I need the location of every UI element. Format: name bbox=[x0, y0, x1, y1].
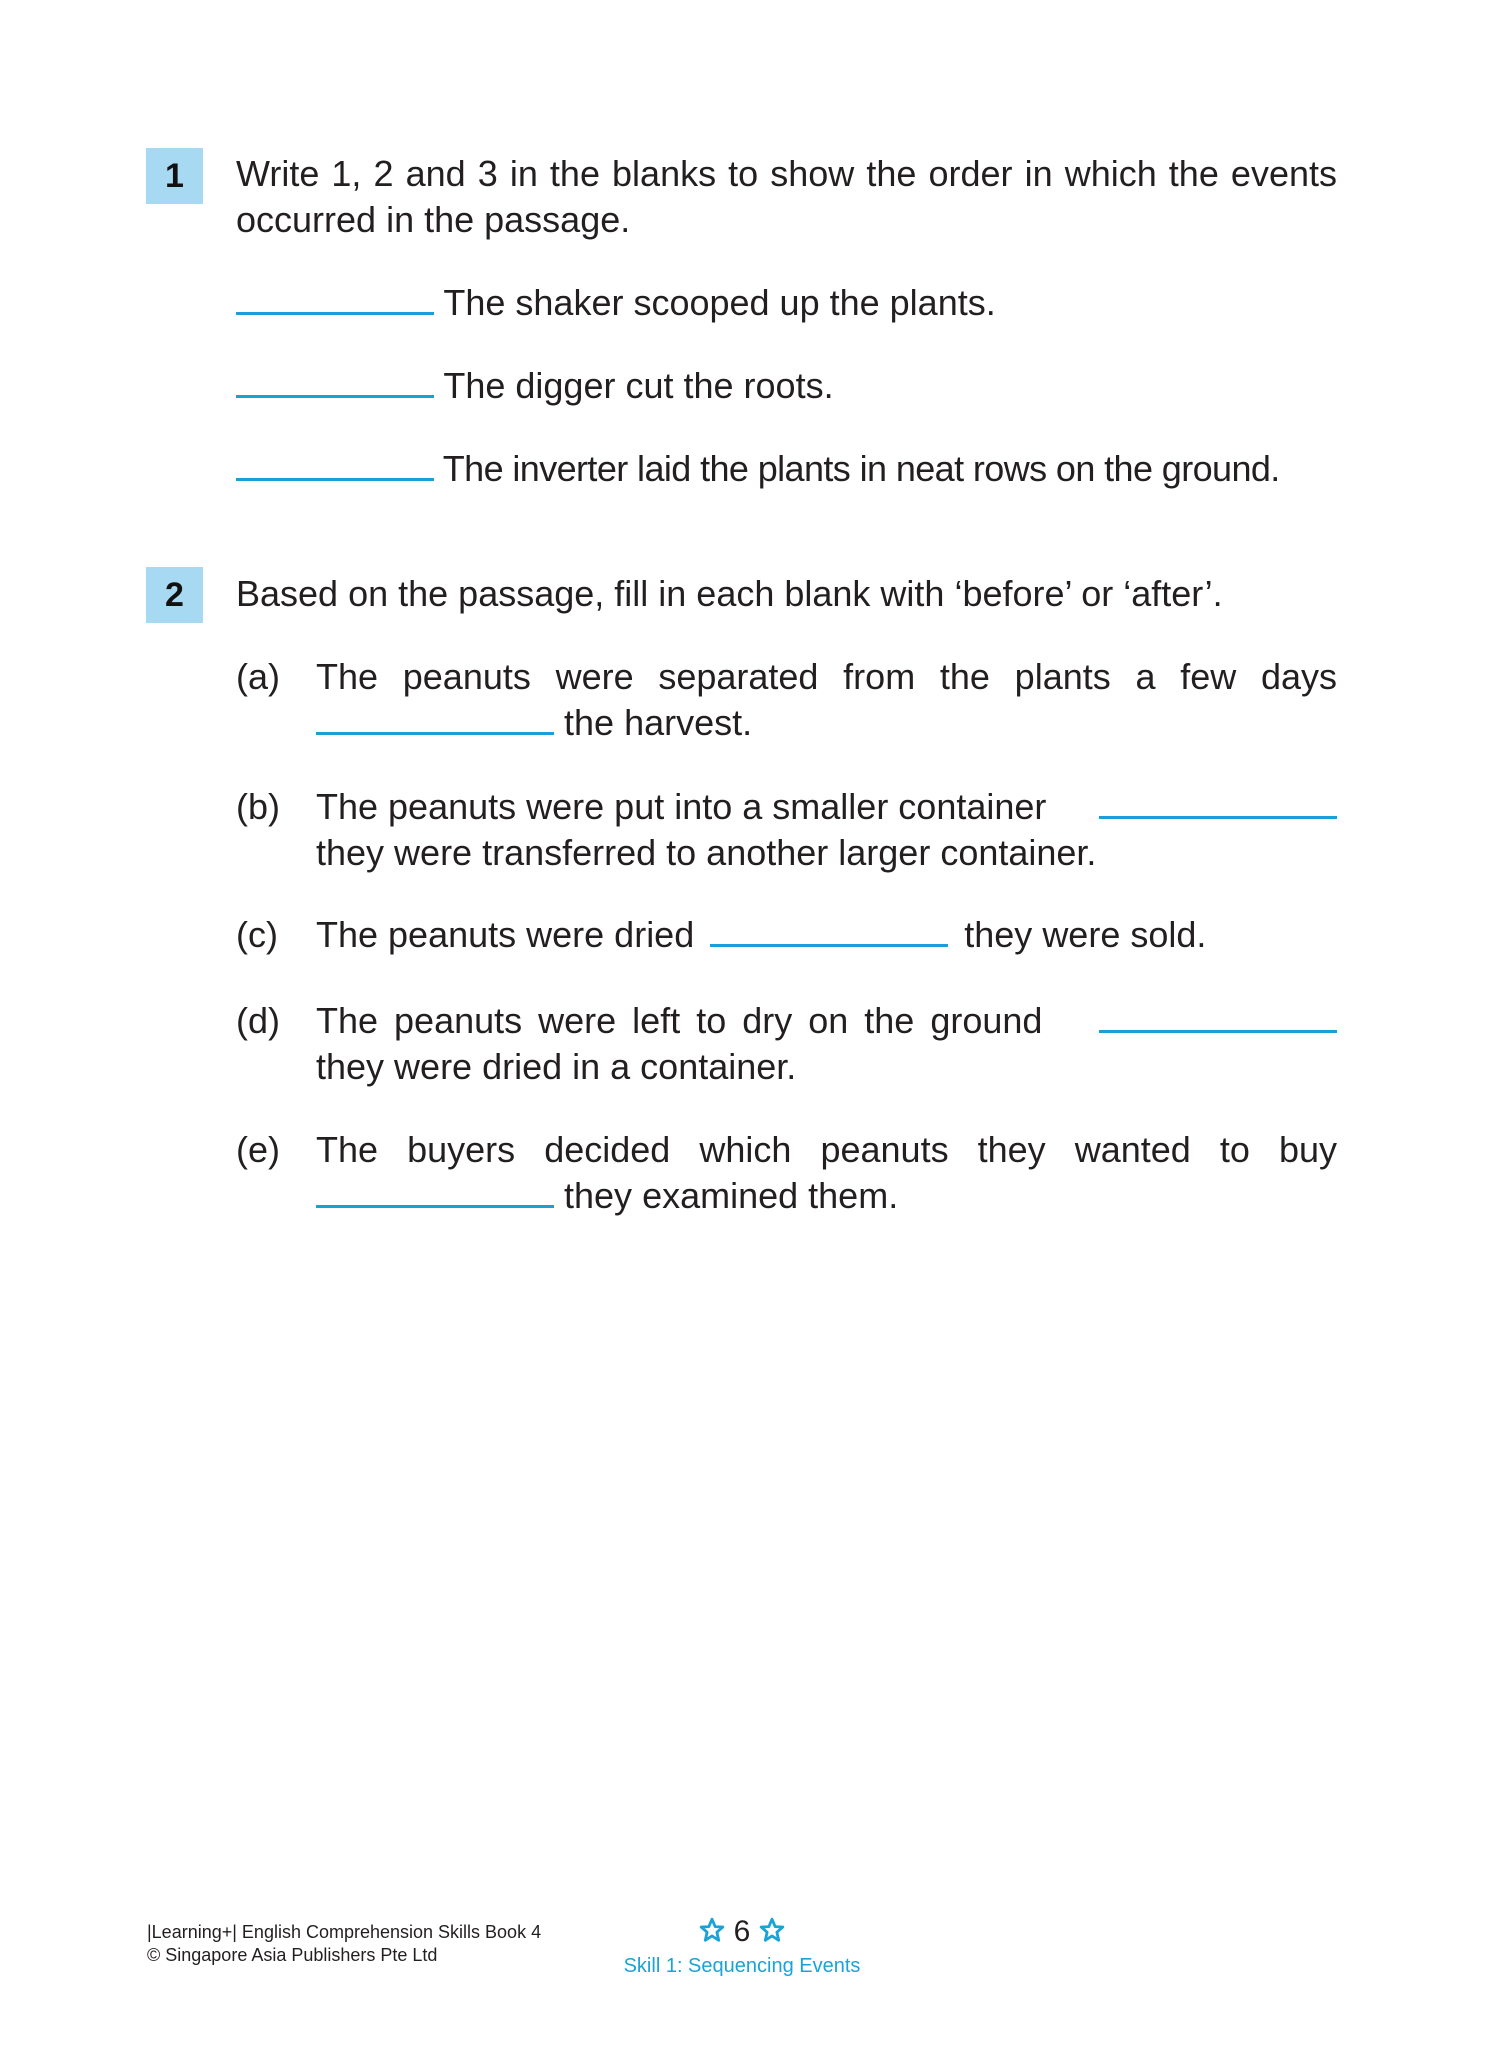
sequence-item bbox=[236, 446, 1280, 492]
fill-item-d bbox=[316, 998, 1337, 1090]
item-text: The digger cut the roots. bbox=[443, 365, 834, 406]
item-text: The peanuts were put into a smaller container bbox=[316, 786, 1047, 827]
item-label: (c) bbox=[236, 914, 278, 955]
answer-blank[interactable] bbox=[316, 1204, 554, 1208]
page-number: 6 bbox=[733, 1915, 751, 1948]
item-text: The peanuts were dried bbox=[316, 914, 695, 955]
question-number-2: 2 bbox=[146, 567, 203, 623]
item-text: The inverter laid the plants in neat rows on the ground. bbox=[442, 448, 1280, 489]
answer-blank[interactable] bbox=[236, 394, 434, 398]
item-text: The shaker scooped up the plants. bbox=[443, 282, 996, 323]
sequence-item bbox=[236, 363, 834, 409]
item-text: The peanuts were separated from the plants a few days bbox=[316, 656, 1337, 697]
question-2-instruction: Based on the passage, fill in each blank with ‘before’ or ‘after’. bbox=[236, 573, 1223, 614]
answer-blank[interactable] bbox=[236, 311, 434, 315]
star-icon bbox=[699, 1917, 725, 1943]
answer-blank[interactable] bbox=[316, 731, 554, 735]
answer-blank[interactable] bbox=[1099, 1029, 1337, 1033]
answer-blank[interactable] bbox=[710, 943, 948, 947]
footer-skill: Skill 1: Sequencing Events bbox=[623, 1955, 861, 1977]
question-1-instruction: Write 1, 2 and 3 in the blanks to show the order in which the events occurred in the passage. bbox=[236, 153, 1337, 240]
footer-copyright: © Singapore Asia Publishers Pte Ltd bbox=[147, 1945, 438, 1965]
answer-blank[interactable] bbox=[236, 477, 434, 481]
page-number-block bbox=[642, 1915, 842, 1949]
item-text: The peanuts were left to dry on the ground bbox=[316, 1000, 1043, 1041]
star-icon bbox=[759, 1917, 785, 1943]
item-label: (b) bbox=[236, 786, 280, 827]
fill-item-c bbox=[316, 912, 1337, 958]
item-text: the harvest. bbox=[564, 702, 753, 743]
fill-item-a bbox=[316, 654, 1337, 746]
footer-book-title: |Learning+| English Comprehension Skills Book 4 bbox=[147, 1922, 542, 1942]
item-label: (d) bbox=[236, 1000, 280, 1041]
question-number-1: 1 bbox=[146, 148, 203, 204]
item-text: they were transferred to another larger container. bbox=[316, 832, 1097, 873]
item-label: (a) bbox=[236, 656, 280, 697]
fill-item-e bbox=[316, 1127, 1337, 1219]
sequence-item bbox=[236, 280, 996, 326]
item-label: (e) bbox=[236, 1129, 280, 1170]
item-text: The buyers decided which peanuts they wanted to buy bbox=[316, 1129, 1337, 1170]
fill-item-b bbox=[316, 784, 1337, 876]
item-text: they were dried in a container. bbox=[316, 1046, 797, 1087]
answer-blank[interactable] bbox=[1099, 815, 1337, 819]
item-text: they were sold. bbox=[964, 914, 1207, 955]
item-text: they examined them. bbox=[564, 1175, 899, 1216]
